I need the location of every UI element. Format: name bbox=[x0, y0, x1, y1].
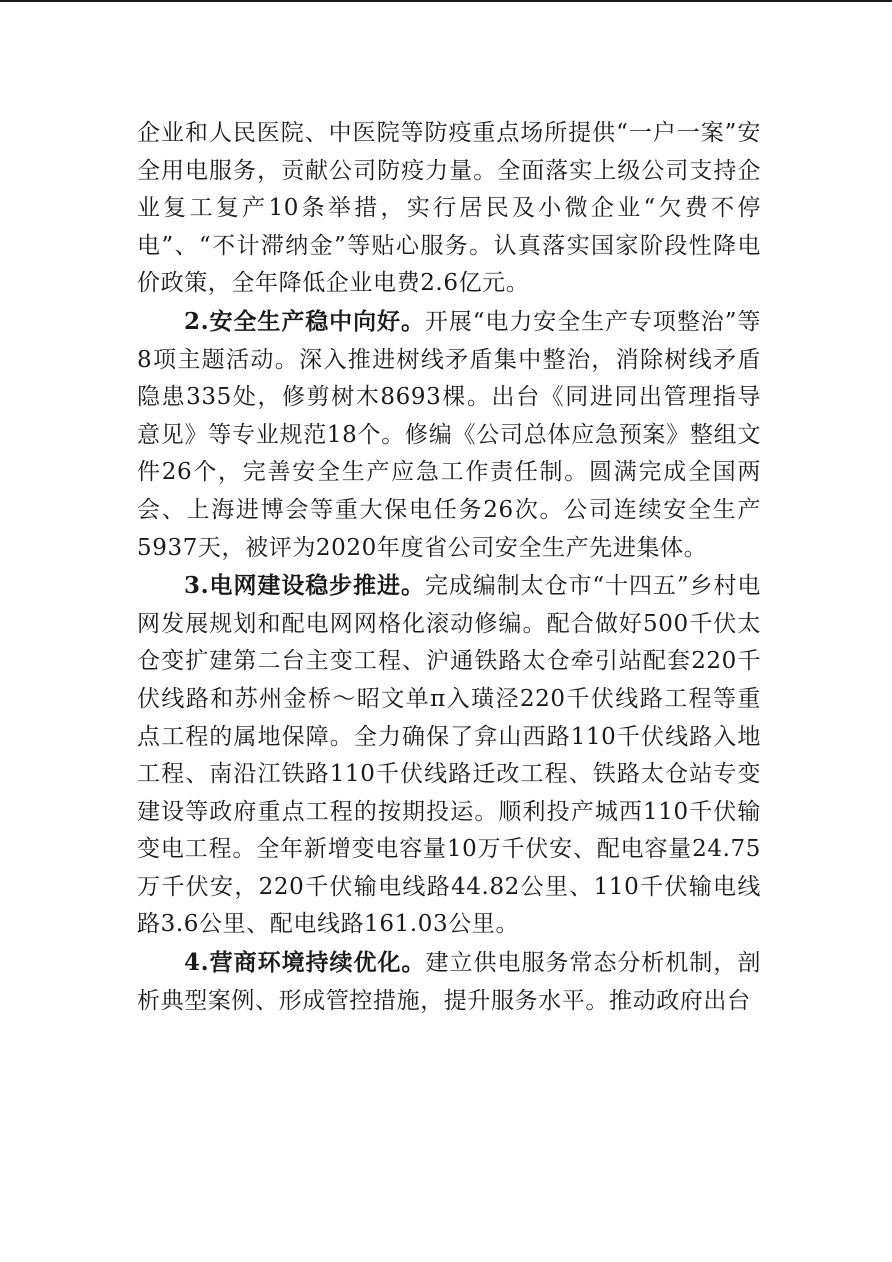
paragraph-3-heading: 3.电网建设稳步推进。 bbox=[184, 572, 425, 600]
paragraph-3 bbox=[137, 567, 761, 944]
paragraph-2-text: 开展“电力安全生产专项整治”等8项主题活动。深入推进树线矛盾集中整治，消除树线矛盾隐患335处，修剪树木8693棵。出台《同进同出管理指导意见》等专业规范18个。修编《公司总体应急预案》整组文件26个，完善安全生产应急工作责任制。圆满完成全国两会、上海进博会等重大保电任务26次。公司连续安全生产5937天，被评为2020年度省公司安全生产先进集体。 bbox=[137, 308, 761, 561]
document-page bbox=[137, 115, 761, 1020]
paragraph-4 bbox=[137, 944, 761, 1020]
paragraph-4-heading: 4.营商环境持续优化。 bbox=[184, 949, 426, 977]
paragraph-2 bbox=[137, 303, 761, 567]
paragraph-2-heading: 2.安全生产稳中向好。 bbox=[184, 307, 425, 335]
paragraph-1-text: 企业和人民医院、中医院等防疫重点场所提供“一户一案”安全用电服务，贡献公司防疫力量。全面落实上级公司支持企业复工复产10条举措，实行居民及小微企业“欠费不停电”、“不计滞纳金”等贴心服务。认真落实国家阶段性降电价政策，全年降低企业电费2.6亿元。 bbox=[137, 120, 761, 297]
paragraph-4-text: 建立供电服务常态分析机制，剖析典型案例、形成管控措施，提升服务水平。推动政府出台 bbox=[137, 950, 761, 1014]
paragraph-3-text: 完成编制太仓市“十四五”乡村电网发展规划和配电网网格化滚动修编。配合做好500千伏太仓变扩建第二台主变工程、沪通铁路太仓牵引站配套220千伏线路和苏州金桥～昭文单π入璜泾220千伏线路工程等重点工程的属地保障。全力确保了弇山西路110千伏线路入地工程、南沿江铁路110千伏线路迁改工程、铁路太仓站专变建设等政府重点工程的按期投运。顺利投产城西110千伏输变电工程。全年新增变电容量10万千伏安、配电容量24.75万千伏安，220千伏输电线路44.82公里、110千伏输电线路3.6公里、配电线路161.03公里。 bbox=[137, 573, 761, 938]
paragraph-1 bbox=[137, 115, 761, 303]
top-border-line bbox=[0, 0, 892, 2]
